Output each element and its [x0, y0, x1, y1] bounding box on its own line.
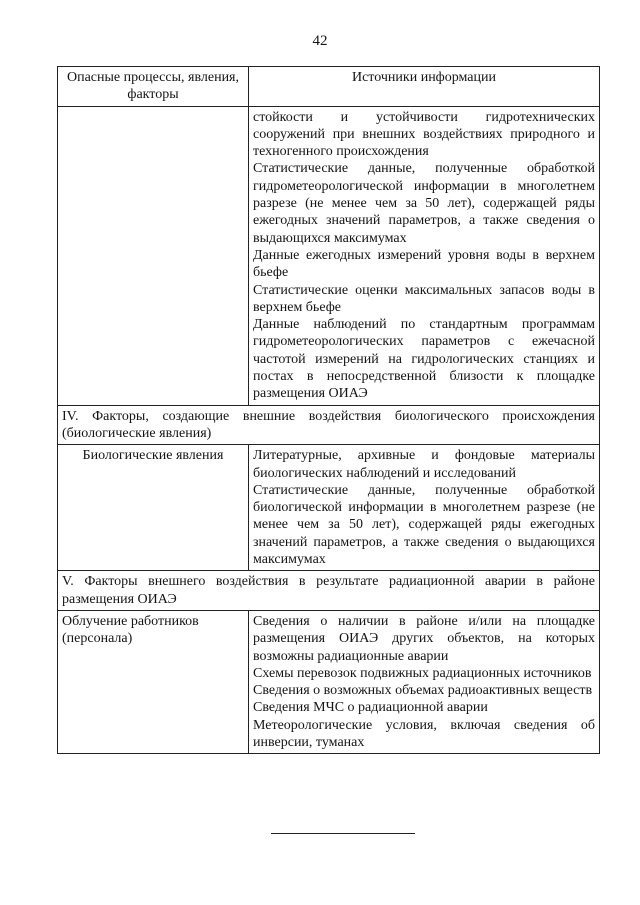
source-item: Статистические оценки максимальных запасов воды в верхнем бьефе	[253, 282, 595, 315]
section-4-heading: IV. Факторы, создающие внешние воздействия биологического происхождения (биологические явления)	[58, 405, 600, 445]
factor-cell: Биологические явления	[58, 445, 249, 571]
section-5-heading: V. Факторы внешнего воздействия в результате радиационной аварии в районе размещения ОИАЭ	[58, 571, 600, 611]
header-processes: Опасные процессы, явления, факторы	[58, 67, 249, 107]
source-item: Сведения о возможных объемах радиоактивных веществ	[253, 683, 593, 699]
source-item: Схемы перевозок подвижных радиационных источников	[253, 665, 592, 681]
source-item: Сведения о наличии в районе и/или на площадке размещения ОИАЭ других объектов, на которых возможны радиационные аварии	[253, 613, 595, 664]
page-number: 42	[312, 33, 328, 49]
source-item: Литературные, архивные и фондовые материалы биологических наблюдений и исследований	[253, 448, 595, 481]
sources-cell	[249, 445, 600, 571]
sources-cell	[249, 106, 600, 405]
source-item: Статистические данные, полученные обработкой биологической информации в многолетнем разрезе (не менее чем за 50 лет), содержащей ряды ежегодных значений параметров, а также сведения о выдающихся максимумах	[253, 482, 595, 568]
source-item: Сведения МЧС о радиационной аварии	[253, 700, 488, 716]
source-item: Данные наблюдений по стандартным программам гидрометеорологических параметров с ежечасной частотой измерений на гидрологических станциях и постах в непосредственной близости к площадке размещения ОИАЭ	[253, 317, 595, 402]
source-item: Данные ежегодных измерений уровня воды в верхнем бьефе	[253, 247, 595, 281]
section-heading-row	[58, 405, 600, 445]
factor-cell: Облучение работников (персонала)	[58, 610, 249, 753]
source-item: Метеорологические условия, включая сведения об инверсии, туманах	[253, 717, 595, 750]
table-header-row	[58, 67, 600, 107]
closing-rule	[271, 833, 415, 834]
header-sources: Источники информации	[249, 67, 600, 107]
sources-table	[57, 66, 600, 754]
source-item: стойкости и устойчивости гидротехнических сооружений при внешних воздействиях природного и техногенного происхождения	[253, 109, 595, 160]
table-row	[58, 106, 600, 405]
source-item: Статистические данные, полученные обработкой гидрометеорологической информации в многолетнем разрезе (не менее чем за 50 лет), содержащей ряды ежегодных значений параметров, а также сведения о выдающихся максимумах	[253, 161, 595, 246]
sources-cell	[249, 610, 600, 753]
table-row	[58, 610, 600, 753]
table-row	[58, 445, 600, 571]
factor-cell-empty	[58, 106, 249, 405]
section-heading-row	[58, 571, 600, 611]
